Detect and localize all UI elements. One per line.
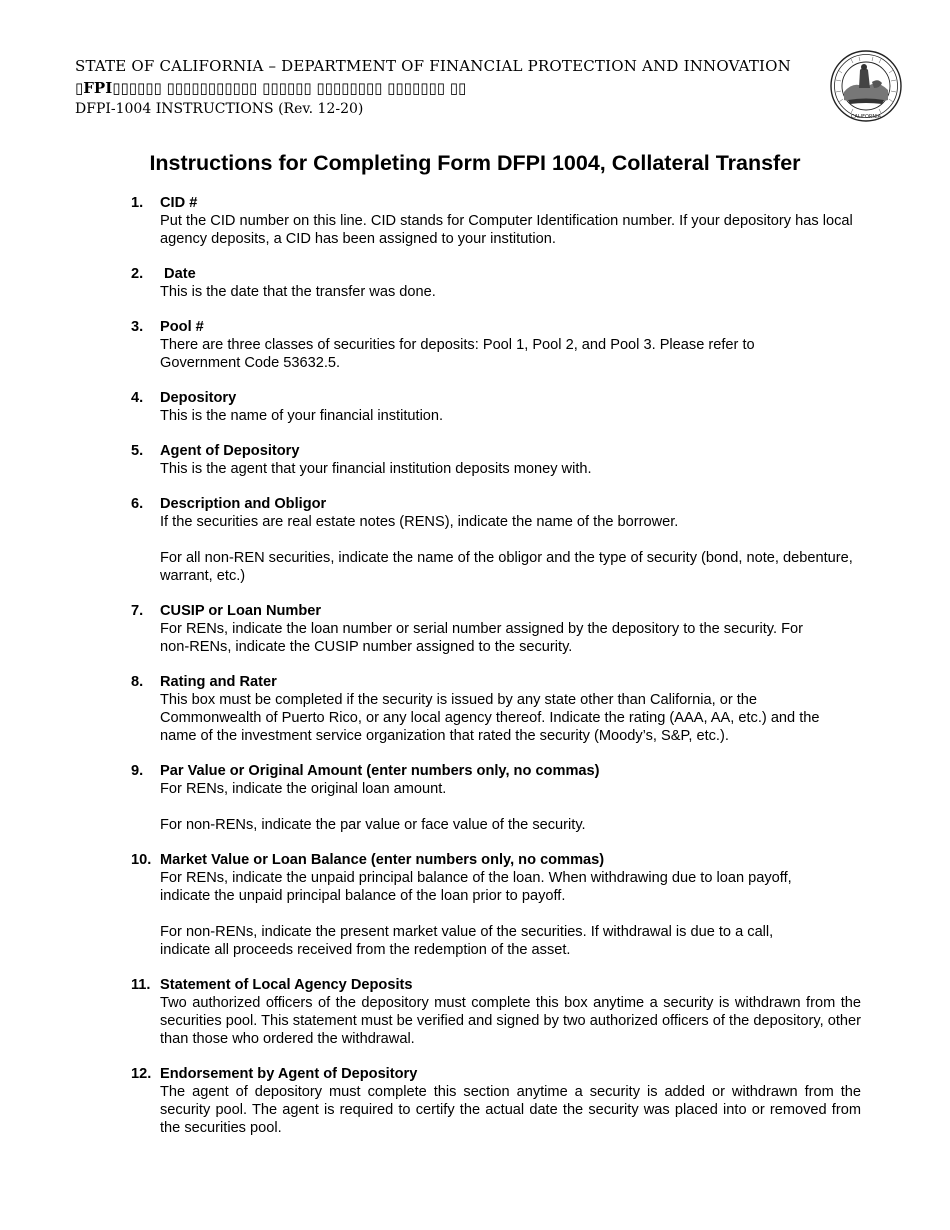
instruction-item bbox=[131, 265, 861, 301]
item-title: CUSIP or Loan Number bbox=[160, 603, 322, 619]
agency-subtitle bbox=[75, 77, 791, 99]
item-title: Market Value or Loan Balance (enter numbers only, no commas) bbox=[160, 852, 605, 868]
instruction-item bbox=[131, 318, 861, 372]
item-title: Endorsement by Agent of Depository bbox=[160, 1066, 418, 1082]
document-header bbox=[75, 56, 791, 120]
item-title: Agent of Depository bbox=[160, 443, 300, 459]
item-text: There are three classes of securities for deposits: Pool 1, Pool 2, and Pool 3. Please refer to Government Code 53632.5. bbox=[160, 337, 755, 371]
instruction-item bbox=[131, 673, 861, 745]
item-title: Statement of Local Agency Deposits bbox=[160, 977, 413, 993]
california-seal-icon bbox=[826, 50, 906, 122]
item-number: 9. bbox=[131, 763, 144, 779]
item-title: Depository bbox=[160, 390, 237, 406]
item-number: 5. bbox=[131, 443, 144, 459]
item-text: For RENs, indicate the loan number or serial number assigned by the depository to the security. For non-RENs, indicate the CUSIP number assigned to the security. bbox=[160, 621, 803, 655]
item-text: This box must be completed if the security is issued by any state other than California, or the Commonwealth of Puerto Rico, or any local agency thereof. Indicate the rating (AAA, AA, etc.) and the name of the investment service organization that rated the security (Moody’s, S&P, etc.). bbox=[160, 692, 820, 744]
item-text: For non-RENs, indicate the par value or face value of the security. bbox=[160, 817, 586, 833]
item-number: 12. bbox=[131, 1066, 152, 1082]
item-text: For RENs, indicate the unpaid principal balance of the loan. When withdrawing due to loan payoff, indicate the unpaid principal balance of the loan prior to payoff. bbox=[160, 870, 792, 904]
item-text: For non-RENs, indicate the present market value of the securities. If withdrawal is due to a call, indicate all proceeds received from the redemption of the asset. bbox=[160, 924, 774, 958]
subtitle-rest: ▯▯▯▯▯▯ ▯▯▯▯▯▯▯▯▯▯▯ ▯▯▯▯▯▯ ▯▯▯▯▯▯▯▯ ▯▯▯▯▯▯▯ ▯▯ bbox=[112, 79, 467, 97]
item-title: CID # bbox=[160, 195, 198, 211]
item-text: If the securities are real estate notes (RENS), indicate the name of the borrower. bbox=[160, 514, 679, 530]
item-text: This is the name of your financial institution. bbox=[160, 408, 444, 424]
item-title: Pool # bbox=[160, 319, 204, 335]
item-number: 1. bbox=[131, 195, 144, 211]
item-title: Description and Obligor bbox=[160, 496, 327, 512]
page-title: Instructions for Completing Form DFPI 1004, Collateral Transfer bbox=[149, 151, 801, 175]
item-number: 4. bbox=[131, 390, 144, 406]
item-number: 11. bbox=[131, 977, 151, 993]
item-number: 7. bbox=[131, 603, 144, 619]
item-text: This is the date that the transfer was done. bbox=[160, 284, 436, 300]
instruction-item bbox=[131, 495, 861, 585]
item-text: Two authorized officers of the depository must complete this box anytime a security is withdrawn from the securities pool. This statement must be verified and signed by two authorized officers of the depository, other than those who ordered the withdrawal. bbox=[160, 995, 861, 1047]
item-title: Date bbox=[160, 266, 196, 282]
item-text: This is the agent that your financial institution deposits money with. bbox=[160, 461, 592, 477]
item-text: For all non-REN securities, indicate the name of the obligor and the type of security (bond, note, debenture, warrant, etc.) bbox=[160, 550, 853, 584]
instruction-item bbox=[131, 976, 861, 1048]
instruction-item bbox=[131, 762, 861, 834]
item-title: Par Value or Original Amount (enter numbers only, no commas) bbox=[160, 763, 600, 779]
item-number: 10. bbox=[131, 852, 152, 868]
form-id: DFPI-1004 INSTRUCTIONS (Rev. 12-20) bbox=[75, 101, 364, 117]
subtitle-prefix: ▯ bbox=[75, 79, 84, 97]
instruction-item bbox=[131, 1065, 861, 1137]
item-text: The agent of depository must complete this section anytime a security is added or withdrawn from the security pool. The agent is required to certify the actual date the security was placed into or removed from the securities pool. bbox=[160, 1084, 861, 1136]
item-text: Put the CID number on this line. CID stands for Computer Identification number. If your depository has local agency deposits, a CID has been assigned to your institution. bbox=[160, 213, 853, 247]
instruction-item bbox=[131, 602, 861, 656]
svg-text:CALIFORNIA: CALIFORNIA bbox=[850, 114, 882, 120]
item-title: Rating and Rater bbox=[160, 674, 277, 690]
instruction-item bbox=[131, 194, 861, 248]
instruction-list bbox=[131, 194, 861, 1154]
item-number: 8. bbox=[131, 674, 144, 690]
subtitle-abbrev: FPI bbox=[83, 79, 113, 97]
instruction-item bbox=[131, 851, 861, 959]
agency-name: STATE OF CALIFORNIA – DEPARTMENT OF FINANCIAL PROTECTION AND INNOVATION bbox=[75, 57, 791, 75]
item-text: For RENs, indicate the original loan amount. bbox=[160, 781, 447, 797]
instruction-item bbox=[131, 389, 861, 425]
item-number: 2. bbox=[131, 266, 144, 282]
item-number: 6. bbox=[131, 496, 144, 512]
item-number: 3. bbox=[131, 319, 144, 335]
instruction-item bbox=[131, 442, 861, 478]
